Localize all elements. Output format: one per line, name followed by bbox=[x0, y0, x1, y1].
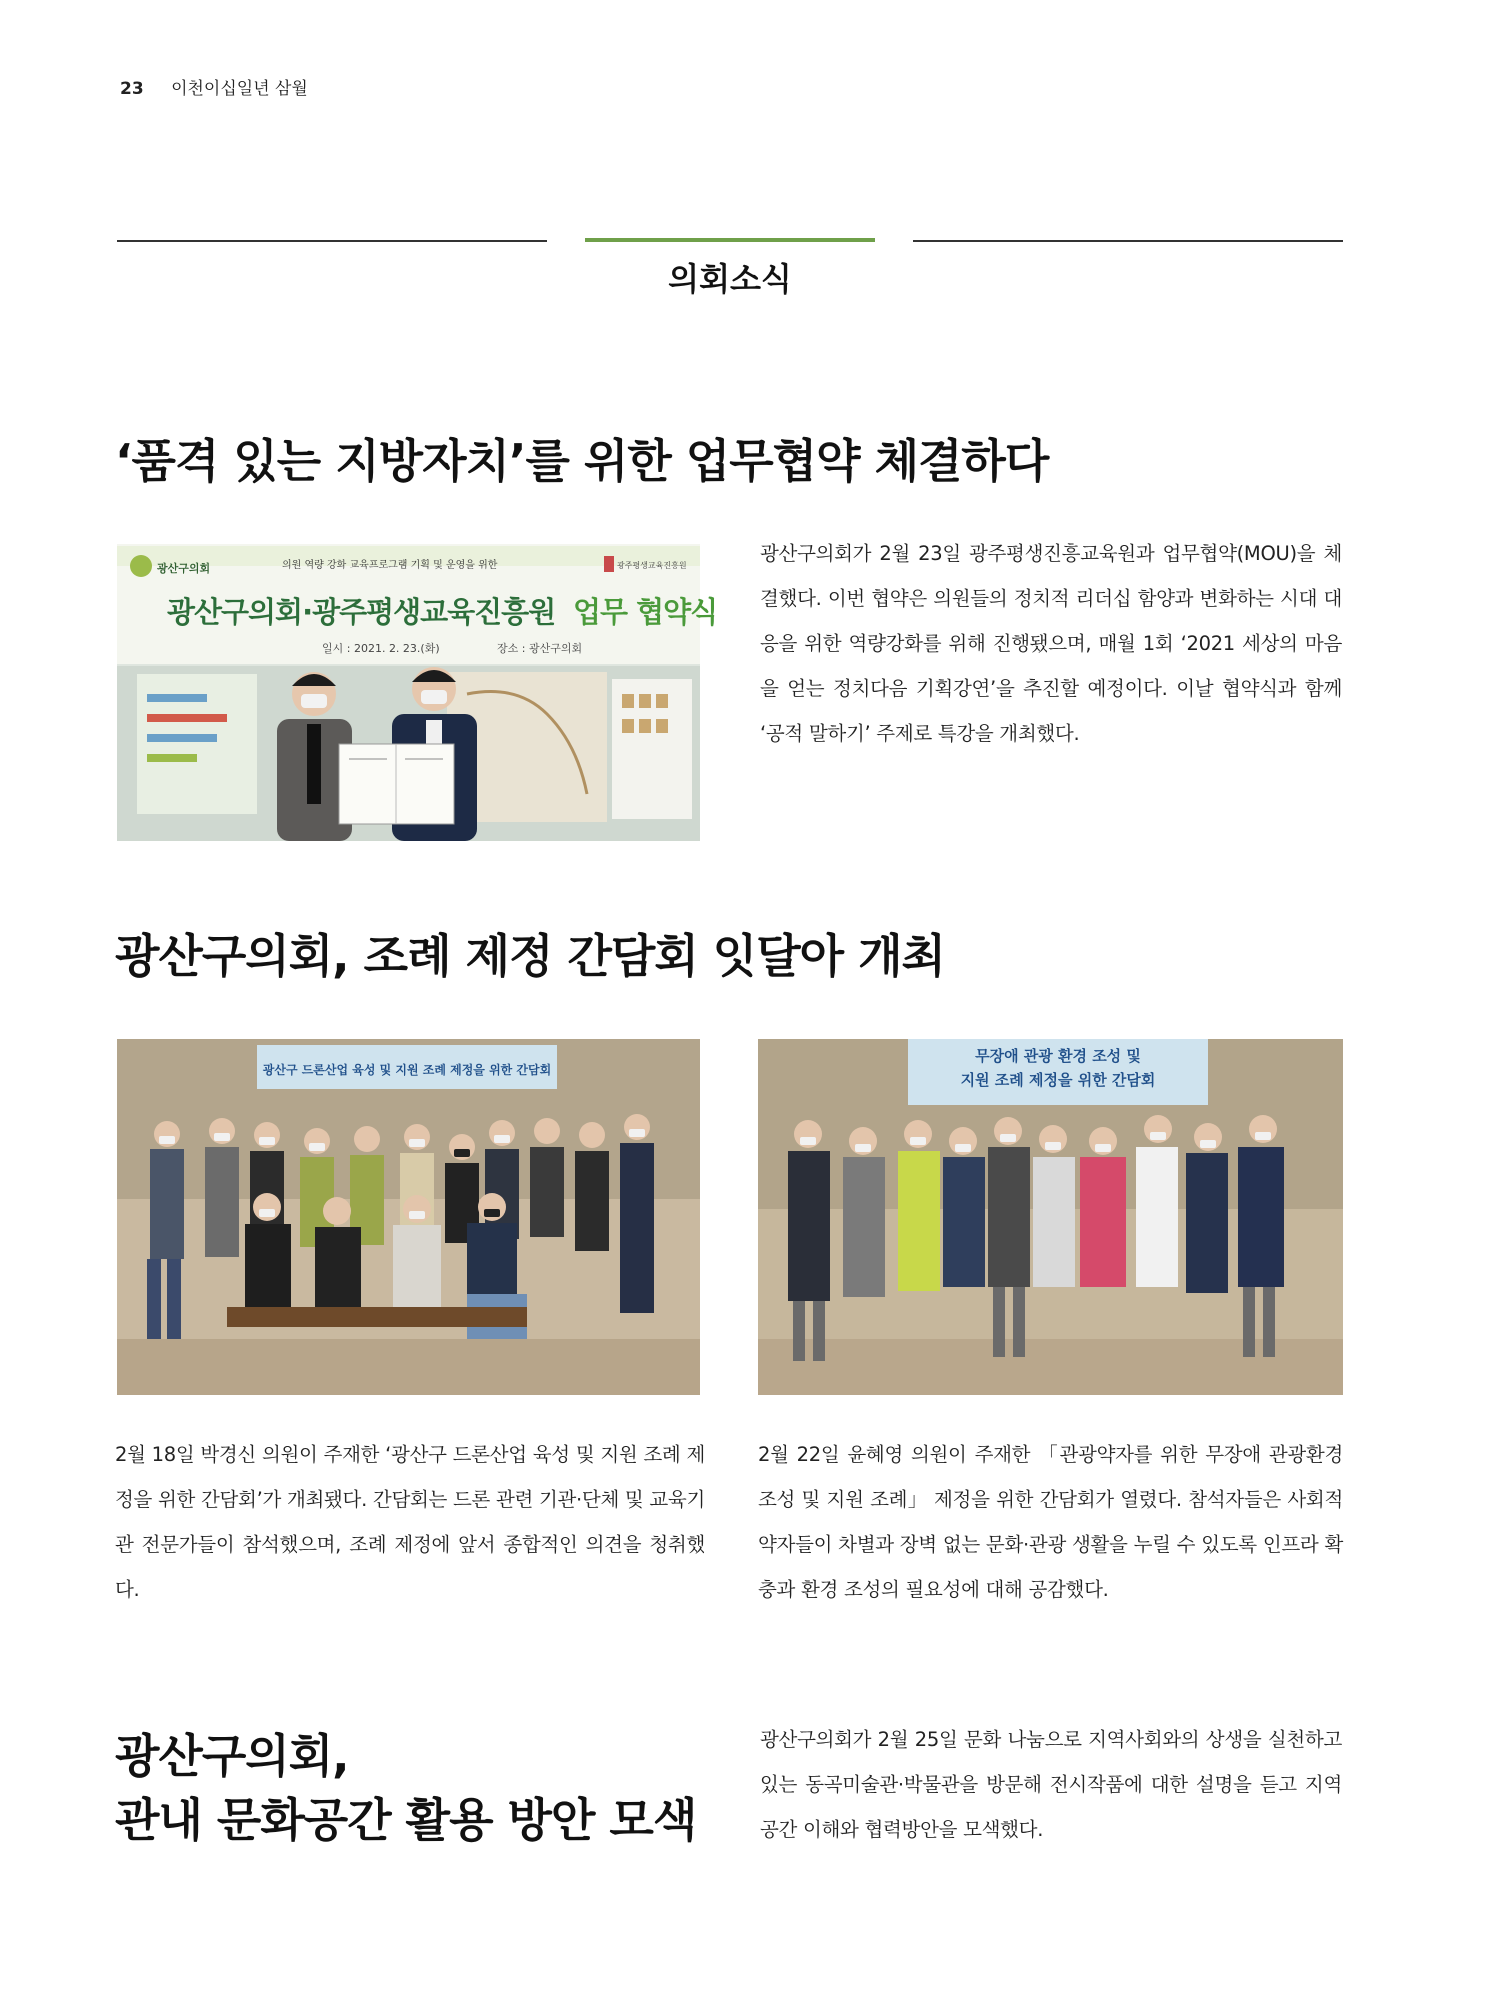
barrier-free-banner-line2: 지원 조례 제정을 위한 간담회 bbox=[960, 1071, 1156, 1089]
article3-title-line1: 광산구의회, bbox=[115, 1729, 349, 1783]
barrier-free-banner-line1: 무장애 관광 환경 조성 및 bbox=[975, 1047, 1141, 1065]
article2-left-body: 2월 18일 박경신 의원이 주재한 ‘광산구 드론산업 육성 및 지원 조례 제정을 위한 간담회’가 개최됐다. 간담회는 드론 관련 기관·단체 및 교육기관 전문가들이 참석했으며, 조례 제정에 앞서 종합적인 의견을 청취했다. bbox=[115, 1443, 705, 1601]
mou-ceremony-photo bbox=[117, 544, 718, 841]
article1-title: ‘품격 있는 지방자치’를 위한 업무협약 체결하다 bbox=[115, 434, 1049, 488]
council-logo-text: 광산구의회 bbox=[157, 562, 211, 575]
issue-date: 이천이십일년 삼월 bbox=[171, 79, 308, 99]
banner-place-text: 장소 : 광산구의회 bbox=[497, 642, 583, 655]
header-rule-center bbox=[585, 238, 875, 242]
page-number: 23 bbox=[120, 79, 144, 99]
banner-small-text: 의원 역량 강화 교육프로그램 기획 및 운영을 위한 bbox=[282, 560, 498, 571]
banner-main-text: 광산구의회·광주평생교육진흥원 bbox=[167, 595, 556, 629]
header-rule-right bbox=[913, 240, 1343, 242]
banner-highlight-text: 업무 협약식 bbox=[573, 595, 718, 629]
article2-title: 광산구의회, 조례 제정 간담회 잇달아 개최 bbox=[115, 929, 945, 983]
article1-body: 광산구의회가 2월 23일 광주평생진흥교육원과 업무협약(MOU)을 체결했다. 이번 협약은 의원들의 정치적 리더십 함양과 변화하는 시대 대응을 위한 역량강화를 위해 진행됐으며, 매월 1회 ‘2021 세상의 마음을 얻는 정치다음 기획강연’을 추진할 예정이다. 이날 협약식과 함께 ‘공적 말하기’ 주제로 특강을 개최했다. bbox=[760, 542, 1342, 745]
banner-date-text: 일시 : 2021. 2. 23.(화) bbox=[322, 642, 440, 655]
drone-banner-text: 광산구 드론산업 육성 및 지원 조례 제정을 위한 간담회 bbox=[262, 1063, 552, 1077]
article3-title-line2: 관내 문화공간 활용 방안 모색 bbox=[115, 1793, 697, 1847]
article3-title bbox=[115, 1724, 696, 1852]
barrier-free-meeting-photo bbox=[758, 1039, 1343, 1395]
drone-meeting-photo bbox=[117, 1039, 700, 1395]
institute-logo-text: 광주평생교육진흥원 bbox=[617, 561, 687, 570]
article2-right-body: 2월 22일 윤혜영 의원이 주재한 「관광약자를 위한 무장애 관광환경 조성 및 지원 조례」 제정을 위한 간담회가 열렸다. 참석자들은 사회적 약자들이 차별과 장벽 없는 문화·관광 생활을 누릴 수 있도록 인프라 확충과 환경 조성의 필요성에 대해 공감했다. bbox=[758, 1443, 1343, 1601]
page-folio bbox=[120, 74, 308, 99]
section-title: 의회소식 bbox=[668, 260, 792, 298]
article3-body: 광산구의회가 2월 25일 문화 나눔으로 지역사회와의 상생을 실천하고 있는 동곡미술관·박물관을 방문해 전시작품에 대한 설명을 듣고 지역 공간 이해와 협력방안을 모색했다. bbox=[760, 1728, 1342, 1841]
header-rule-left bbox=[117, 240, 547, 242]
